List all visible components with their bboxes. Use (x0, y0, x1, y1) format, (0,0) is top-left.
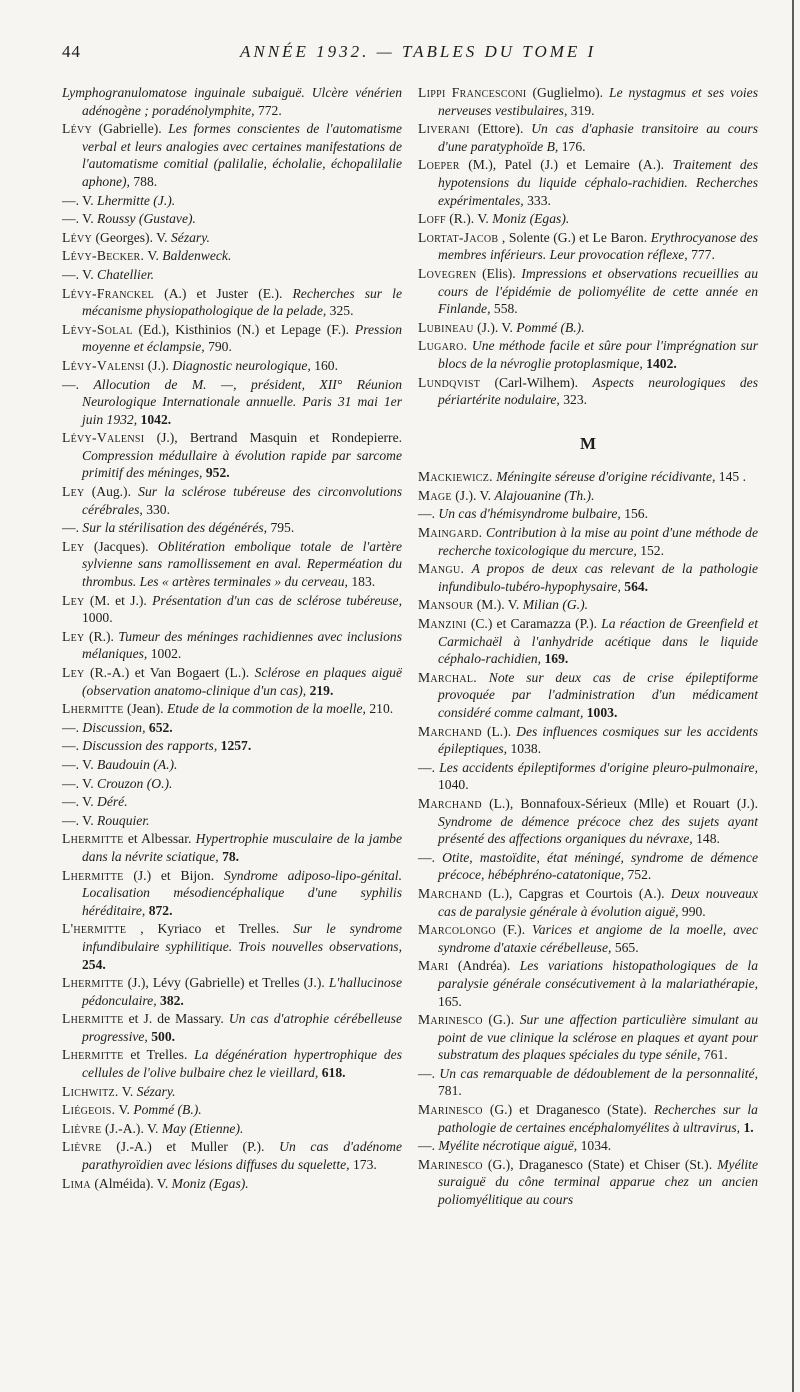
entry-coauthors: (J.), Bertrand Masquin et Rondepierre. (156, 430, 403, 446)
entry-author: Marcolongo (418, 922, 496, 938)
entry-coauthors: (J.). (147, 357, 169, 373)
index-entry (418, 337, 758, 372)
entry-title: Déré. (97, 794, 128, 810)
entry-title: Contribution à la mise au point d'une méthode de recherche toxicologique du mercure, (438, 525, 758, 558)
entry-author: Loeper (418, 157, 460, 173)
index-entry (62, 285, 402, 320)
entry-title: Un cas d'aphasie transitoire au cours d'une paratyphoïde B, (438, 121, 758, 154)
entry-title: Sur le syndrome infundibulaire syphilitique. Trois nouvelles observations, (82, 921, 402, 954)
entry-coauthors: —. V. (62, 756, 94, 772)
entry-title: Myélite nécrotique aiguë, (438, 1138, 578, 1154)
entry-title: Pression moyenne et éclampsie, (82, 321, 402, 355)
entry-title: Pommé (B.). (516, 319, 585, 335)
entry-coauthors: (Ed.), Kisthinios (N.) et Lepage (F.). (138, 321, 350, 337)
entry-page: 1003. (586, 705, 618, 720)
entry-author: Liégeois. (62, 1102, 116, 1118)
index-entry (418, 210, 758, 228)
index-entry (62, 830, 402, 865)
entry-coauthors: (Alméida). V. (94, 1175, 169, 1191)
entry-title: L'hallucinose pédonculaire, (82, 975, 402, 1008)
entry-title: Oblitération embolique totale de l'artère sylvienne sans ramollissement en aval. Reperméation du thrombus. Les « artères terminales » du cerveau, (82, 538, 402, 590)
index-entry (62, 920, 402, 973)
index-entry (418, 849, 758, 884)
entry-page: 183. (351, 574, 376, 590)
index-entry (418, 84, 758, 119)
entry-page: 1038. (510, 741, 542, 757)
entry-author: Maingard. (418, 525, 483, 541)
entry-coauthors: (M.), Patel (J.) et Lemaire (A.). (468, 157, 665, 173)
entry-author: Lubineau (418, 319, 474, 335)
entry-page: 1000. (82, 610, 113, 626)
entry-title: Alajouanine (Th.). (494, 487, 595, 503)
entry-coauthors: (L.), Bonnafoux-Sérieux (Mlle) et Rouart (J.). (489, 795, 758, 811)
entry-title: Myélite suraiguë du cône terminal apparue chez un ancien poliomyélitique au cours (438, 1156, 758, 1208)
entry-page: 788. (133, 173, 158, 189)
entry-page: 156. (624, 506, 648, 522)
index-entry (418, 374, 758, 409)
entry-author: Mangu. (418, 561, 465, 577)
index-entry (418, 921, 758, 956)
entry-coauthors: (A.) et Juster (E.). (164, 285, 283, 301)
entry-title: Etude de la commotion de la moelle, (166, 701, 366, 717)
index-entry (62, 1138, 402, 1173)
entry-coauthors: —. (418, 1138, 435, 1154)
entry-coauthors: (Andréa). (457, 958, 511, 974)
entry-author: Lundqvist (418, 374, 481, 390)
entry-page: 165. (438, 993, 462, 1009)
entry-title: Syndrome de démence précoce chez des sujets ayant présenté des affections organiques du névraxe, (438, 813, 758, 847)
index-entry (418, 669, 758, 722)
entry-author: Liverani (418, 121, 470, 137)
entry-title: Des influences cosmiques sur les accidents épileptiques, (438, 723, 758, 757)
index-entry (62, 756, 402, 774)
entry-author: Marchal. (418, 669, 477, 685)
entry-page: 176. (561, 138, 586, 154)
entry-author: Lugaro. (418, 338, 468, 354)
index-entry (62, 519, 402, 537)
index-entry (62, 1175, 402, 1193)
entry-page: 160. (314, 357, 338, 373)
entry-coauthors: —. V. (62, 794, 94, 810)
entry-title: Discussion, (82, 719, 146, 735)
entry-title: Tumeur des méninges rachidiennes avec inclusions mélaniques, (82, 628, 402, 662)
entry-page: 777. (691, 247, 715, 263)
entry-title: Lymphogranulomatose inguinale subaiguë. Ulcère vénérien adénogène ; poradénolymphite, (62, 85, 402, 118)
index-entry (418, 265, 758, 318)
entry-coauthors: (J.). V. (455, 487, 492, 503)
index-entry (62, 867, 402, 920)
entry-coauthors: (L.), Capgras et Courtois (A.). (488, 885, 665, 901)
entry-title: Moniz (Egas). (171, 1175, 249, 1191)
entry-page: 152. (640, 542, 664, 558)
entry-title: Présentation d'un cas de sclérose tubéreuse, (152, 592, 402, 608)
entry-title: Sclérose en plaques aiguë (observation anatomo-clinique d'un cas), (82, 665, 403, 698)
entry-coauthors: (Guglielmo). (532, 85, 604, 100)
section-letter-m: M (579, 433, 597, 453)
index-entry (62, 737, 402, 755)
entry-coauthors: —. V. (62, 812, 94, 828)
entry-coauthors: (Aug.). (91, 484, 131, 500)
entry-page: 219. (309, 682, 334, 698)
entry-coauthors: V. (118, 1102, 130, 1118)
entry-coauthors: , Solente (G.) et Le Baron. (501, 229, 648, 245)
index-entry (418, 795, 758, 848)
entry-coauthors: (G.). (488, 1012, 515, 1028)
entry-coauthors: (J.-A.) et Muller (P.). (116, 1139, 265, 1155)
entry-title: Deux nouveaux cas de paralysie générale à évolution aiguë, (438, 885, 758, 919)
index-entry (62, 321, 402, 356)
entry-title: Une méthode facile et sûre pour l'imprégnation sur blocs de la névroglie protoplasmique, (438, 338, 758, 371)
index-entry (62, 483, 402, 518)
entry-page: 652. (148, 719, 173, 735)
entry-coauthors: (J.) et Bijon. (133, 867, 215, 883)
entry-author: Lévy-Valensi (62, 430, 145, 446)
entry-title: Un cas d'atrophie cérébelleuse progressive, (82, 1011, 402, 1044)
entry-title: Syndrome adiposo-lipo-génital. Localisation mésodiencéphalique d'une syphilis héréditaire, (82, 867, 402, 918)
left-column (62, 84, 402, 1193)
entry-coauthors: (F.). (502, 922, 526, 938)
entry-title: Discussion des rapports, (82, 738, 218, 754)
entry-page: 761. (703, 1047, 728, 1063)
entry-author: Lhermitte (62, 1047, 124, 1063)
entry-author: Manzini (418, 616, 467, 632)
index-entry (418, 1065, 758, 1100)
index-entry (418, 885, 758, 920)
entry-title: Traitement des hypotensions du liquide céphalo-rachidien. Recherches expérimentales, (438, 157, 758, 208)
entry-title: Un cas d'hémisyndrome bulbaire, (438, 506, 621, 522)
entry-title: Sur la stérilisation des dégénérés, (82, 520, 268, 536)
entry-coauthors: , Kyriaco et Trelles. (140, 921, 280, 937)
entry-author: Marchand (418, 885, 482, 901)
index-entry (418, 615, 758, 668)
entry-coauthors: (R.). (89, 628, 114, 644)
entry-page: 330. (146, 501, 170, 517)
entry-author: Mari (418, 958, 449, 974)
entry-title: Varices et angiome de la moelle, avec syndrome d'ataxie cérébelleuse, (438, 922, 758, 955)
entry-coauthors: —. V. (62, 211, 94, 227)
entry-coauthors: (Gabrielle). (98, 121, 162, 137)
entry-title: Recherches sur le mécanisme physiopathologique de la pelade, (82, 285, 402, 319)
entry-author: Ley (62, 592, 85, 608)
entry-author: Lhermitte (62, 975, 124, 991)
index-entry (418, 468, 758, 486)
index-entry (418, 156, 758, 209)
entry-author: Lhermitte (62, 1011, 124, 1027)
index-entry (62, 1010, 402, 1045)
entry-coauthors: (Carl-Wilhem). (494, 374, 579, 390)
entry-title: Crouzon (O.). (97, 775, 173, 791)
entry-page: 781. (438, 1083, 462, 1099)
entry-coauthors: et Trelles. (130, 1047, 188, 1063)
entry-title: Rouquier. (97, 812, 150, 828)
entry-title: Baudouin (A.). (97, 756, 178, 772)
entry-coauthors: —. V. (62, 775, 94, 791)
entry-author: Lièvre (62, 1139, 102, 1155)
entry-title: Sézary. (136, 1083, 176, 1099)
index-entry (418, 319, 758, 337)
index-entry (62, 775, 402, 793)
index-entry (418, 1137, 758, 1155)
index-entry (418, 1011, 758, 1064)
entry-author: Lévy (62, 229, 93, 245)
entry-title: Un cas d'adénome parathyroïdien avec lésions diffuses du squelette, (82, 1139, 402, 1173)
entry-coauthors: —. (62, 520, 79, 536)
entry-page: 1002. (150, 646, 182, 662)
running-head (0, 42, 800, 66)
entry-title: Lhermitte (J.). (97, 192, 176, 208)
entry-page: 333. (527, 192, 551, 208)
entry-coauthors: (G.), Draganesco (State) et Chiser (St.). (487, 1156, 713, 1172)
entry-title: Sur une affection particulière simulant au point de vue clinique la sclérose en plaques et ayant pour substratum des plaques spéciales du type sénile, (438, 1012, 758, 1063)
entry-author: Marchand (418, 795, 482, 811)
entry-author: Lévy-Valensi (62, 357, 145, 373)
index-entry (418, 723, 758, 758)
entry-page: 319. (570, 102, 595, 118)
entry-author: Marchand (418, 723, 482, 739)
entry-title: Chatellier. (97, 266, 155, 282)
entry-author: Mansour (418, 597, 474, 613)
index-entry (62, 376, 402, 429)
entry-title: Baldenweck. (162, 248, 232, 264)
entry-coauthors: V. (121, 1083, 134, 1099)
entry-title: Compression médullaire à évolution rapide par sarcome primitif des méninges, (82, 447, 402, 481)
index-entry (62, 266, 402, 284)
entry-coauthors: —. (418, 1065, 435, 1081)
entry-coauthors: (Elis). (482, 265, 516, 281)
entry-coauthors: —. (62, 719, 79, 735)
entry-title: La réaction de Greenfield et Carmichaël à l'anhydride acétique dans le liquide céphalo-rachidien, (438, 616, 758, 667)
entry-author: Lévy-Franckel (62, 285, 155, 301)
index-entry (418, 524, 758, 559)
entry-title: Pommé (B.). (133, 1102, 202, 1118)
entry-author: Marinesco (418, 1156, 483, 1172)
entry-page: 148. (696, 831, 720, 847)
index-entry (62, 700, 402, 718)
index-entry (62, 664, 402, 699)
index-entry (62, 628, 402, 663)
entry-author: Lippi Francesconi (418, 85, 527, 100)
entry-page: 872. (148, 902, 173, 918)
entry-coauthors: (J.-A.). V. (104, 1120, 159, 1136)
page-edge-shadow (792, 0, 794, 1392)
entry-coauthors: et Albessar. (127, 831, 192, 847)
entry-page: 254. (82, 956, 106, 972)
running-title: ANNÉE 1932. — TABLES DU TOME I (240, 42, 597, 61)
entry-author: Lima (62, 1175, 91, 1191)
index-entry (62, 974, 402, 1009)
entry-coauthors: —. (62, 376, 79, 392)
entry-author: Lortat-Jacob (418, 229, 499, 245)
entry-coauthors: —. (418, 849, 435, 865)
entry-author: Lévy-Becker. (62, 248, 145, 264)
entry-page: 772. (257, 102, 282, 118)
entry-title: Roussy (Gustave). (97, 211, 196, 227)
entry-coauthors: (C.) et Caramazza (P.). (470, 616, 598, 632)
entry-coauthors: (Georges). V. (95, 229, 168, 245)
entry-author: Lhermitte (62, 701, 124, 717)
index-entry (418, 560, 758, 595)
entry-author: Mage (418, 487, 452, 503)
entry-title: Les accidents épileptiformes d'origine pleuro-pulmonaire, (439, 759, 758, 775)
entry-coauthors: —. V. (62, 266, 94, 282)
entry-page: 795. (270, 520, 295, 536)
entry-title: A propos de deux cas relevant de la pathologie infundibulo-tubéro-hypophysaire, (438, 561, 759, 594)
entry-title: Moniz (Egas). (492, 211, 570, 227)
entry-title: Allocution de M. —, président, XII° Réunion Neurologique Internationale annuelle. Paris 31 mai 1er juin 1932, (82, 376, 402, 427)
entry-author: Marinesco (418, 1102, 483, 1118)
entry-coauthors: (M. et J.). (89, 592, 147, 608)
entry-coauthors: (J.), Lévy (Gabrielle) et Trelles (J.). (127, 975, 325, 991)
entry-author: Lièvre (62, 1120, 102, 1136)
entry-author: Lévy-Solal (62, 321, 133, 337)
entry-title: Otite, mastoïdite, état méningé, syndrome de démence précoce, hébéphréno-catatonique, (438, 849, 758, 883)
entry-page: 210. (369, 701, 394, 717)
entry-page: 145 . (718, 469, 746, 485)
entry-title: Erythrocyanose des membres inférieurs. Leur provocation réflexe, (438, 229, 758, 263)
entry-page: 564. (624, 578, 649, 594)
index-entry (418, 1156, 758, 1209)
entry-page: 169. (544, 651, 569, 667)
entry-title: Diagnostic neurologique, (172, 357, 311, 373)
index-entry (62, 429, 402, 482)
index-entry (62, 1101, 402, 1119)
entry-coauthors: (M.). V. (476, 597, 520, 613)
entry-author: Lichwitz. (62, 1083, 119, 1099)
entry-page: 1402. (646, 355, 677, 371)
index-entry (62, 210, 402, 228)
entry-title: Le nystagmus et ses voies nerveuses vestibulaires, (438, 85, 758, 118)
entry-coauthors: (R.-A.) et Van Bogaert (L.). (90, 665, 250, 680)
index-entry (62, 812, 402, 830)
entry-coauthors: (G.) et Draganesco (State). (489, 1102, 647, 1118)
entry-page: 752. (627, 867, 652, 883)
entry-page: 1040. (438, 777, 469, 793)
index-entry (418, 957, 758, 1010)
entry-page: 952. (205, 465, 230, 481)
index-entry (62, 229, 402, 247)
index-entry (418, 505, 758, 523)
entry-page: 618. (321, 1065, 346, 1081)
entry-author: Mackiewicz. (418, 469, 493, 485)
entry-page: 1034. (580, 1138, 612, 1154)
entry-coauthors: (Jacques). (93, 538, 149, 554)
index-entry (62, 120, 402, 190)
entry-author: Lovegren (418, 265, 477, 281)
index-entry (418, 596, 758, 614)
index-entry (62, 192, 402, 210)
index-entry (62, 247, 402, 265)
entry-title: Milian (G.). (522, 597, 589, 613)
entry-page: 382. (160, 992, 184, 1008)
index-entry (62, 538, 402, 591)
index-entry (418, 1101, 758, 1136)
index-entry (62, 793, 402, 811)
index-entry (418, 229, 758, 264)
entry-author: L'hermitte (62, 921, 127, 937)
entry-author: Ley (62, 484, 85, 500)
entry-title: Hypertrophie musculaire de la jambe dans la névrite sciatique, (82, 831, 403, 864)
entry-author: Marinesco (418, 1012, 483, 1028)
entry-page: 1042. (140, 411, 172, 427)
index-entry (62, 357, 402, 375)
entry-page: 78. (222, 848, 240, 864)
entry-coauthors: —. (418, 759, 435, 775)
entry-title: May (Etienne). (161, 1120, 244, 1136)
entry-title: Sézary. (171, 229, 210, 245)
entry-title: La dégénération hypertrophique des cellules de l'olive bulbaire chez le vieillard, (82, 1047, 402, 1081)
entry-coauthors: —. (62, 738, 79, 754)
entry-page: 790. (208, 339, 232, 355)
entry-title: Les formes conscientes de l'automatisme verbal et leurs analogies avec certaines manifestations de l'automatisme comitial (palilalie, écholalie, échopalilalie aphone), (82, 121, 402, 189)
entry-title: Aspects neurologiques des périartérite nodulaire, (438, 374, 758, 408)
right-column (418, 84, 758, 1210)
entry-author: Ley (62, 628, 85, 644)
index-entry (418, 120, 758, 155)
entry-page: 173. (352, 1157, 377, 1173)
entry-page: 500. (151, 1028, 176, 1044)
entry-page: 1. (743, 1119, 754, 1135)
entry-page: 990. (681, 903, 706, 919)
entry-title: Sur la sclérose tubéreuse des circonvolutions cérébrales, (82, 484, 402, 517)
index-entry (418, 759, 758, 794)
index-entry (62, 1083, 402, 1101)
page-number: 44 (62, 42, 81, 61)
entry-page: 558. (493, 301, 518, 317)
entry-author: Lhermitte (62, 867, 124, 883)
entry-title: Impressions et observations recueillies au cours de l'épidémie de poliomyélite de cette année en Finlande, (438, 265, 758, 317)
entry-page: 1257. (220, 738, 252, 754)
entry-page: 323. (563, 392, 588, 408)
entry-author: Loff (418, 211, 446, 227)
entry-coauthors: (R.). V. (449, 211, 489, 227)
entry-author: Lhermitte (62, 831, 124, 847)
entry-title: Note sur deux cas de crise épileptiforme provoquée par l'administration d'un médicament considéré comme calmant, (438, 669, 758, 720)
entry-coauthors: V. (147, 248, 159, 264)
entry-page: 325. (329, 303, 354, 319)
index-entry (62, 719, 402, 737)
entry-coauthors: (L.). (486, 723, 512, 739)
entry-author: Lévy (62, 121, 93, 137)
entry-page: 565. (614, 939, 639, 955)
index-entry (62, 84, 402, 119)
index-entry (62, 1120, 402, 1138)
index-entry (62, 592, 402, 627)
entry-coauthors: (J.). V. (477, 319, 513, 335)
entry-coauthors: et J. de Massary. (128, 1011, 224, 1027)
entry-coauthors: (Ettore). (477, 121, 524, 137)
entry-coauthors: —. (418, 506, 435, 522)
entry-author: Ley (62, 665, 85, 680)
entry-coauthors: —. V. (62, 192, 94, 208)
entry-title: Les variations histopathologiques de la paralysie générale consécutivement à la malariathérapie, (438, 958, 758, 991)
entry-author: Ley (62, 538, 85, 554)
entry-coauthors: (Jean). (126, 701, 164, 717)
entry-title: Un cas remarquable de dédoublement de la personnalité, (439, 1065, 758, 1081)
index-entry (62, 1046, 402, 1081)
entry-title: Recherches sur la pathologie de certaines encéphalomyélites à ultravirus, (438, 1102, 758, 1135)
index-entry (418, 487, 758, 505)
entry-title: Méningite séreuse d'origine récidivante, (496, 469, 716, 485)
